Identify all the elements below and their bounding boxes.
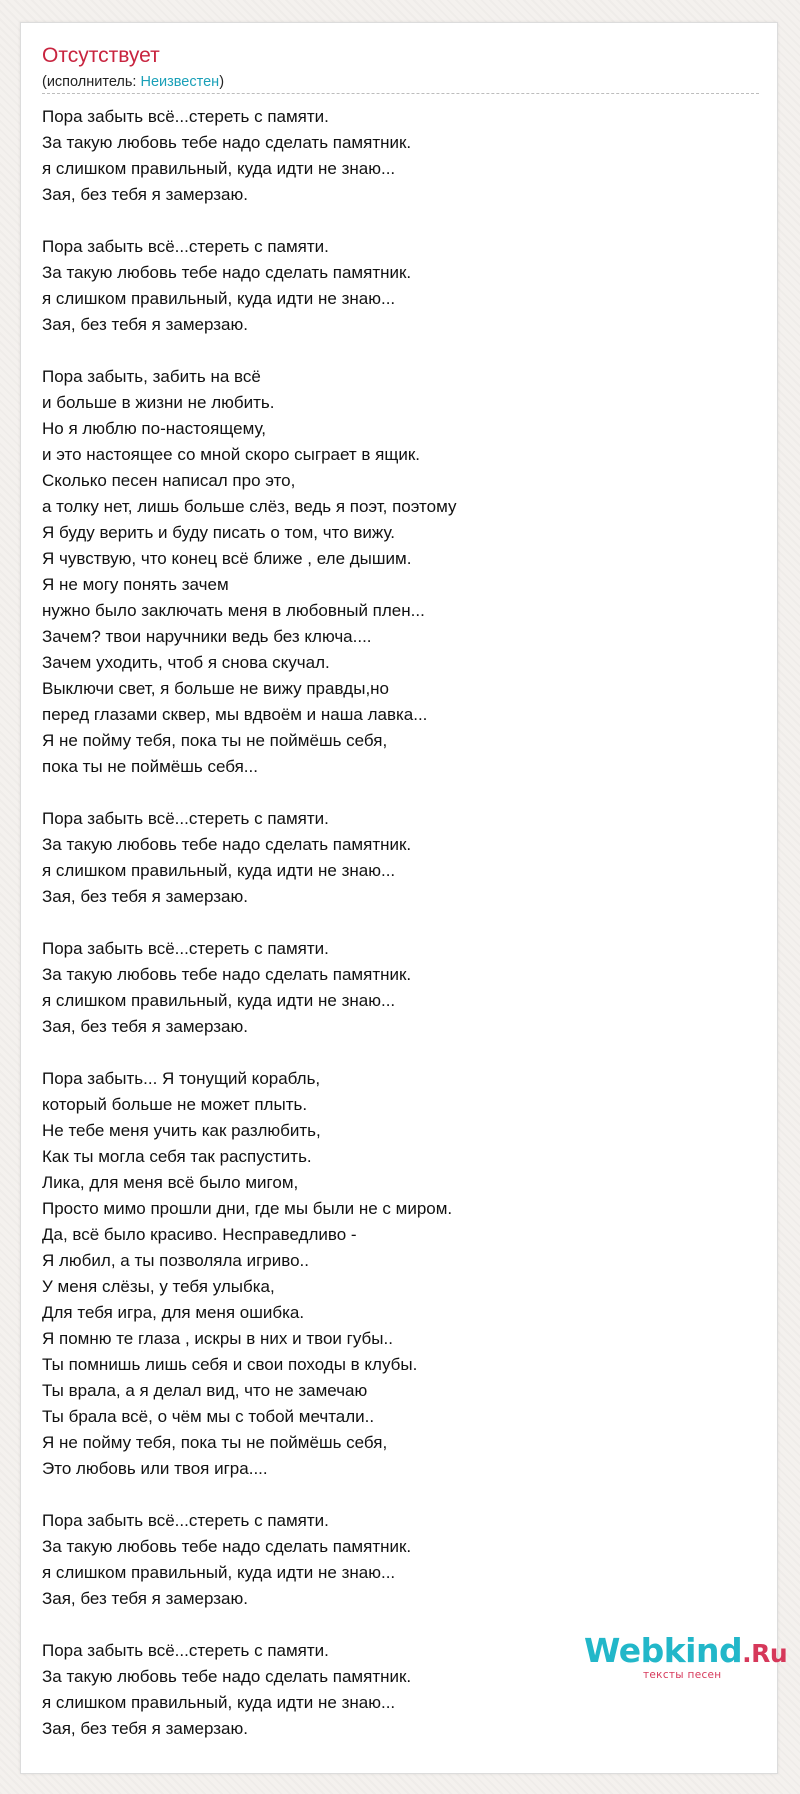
artist-line xyxy=(42,73,224,91)
lyrics-card xyxy=(20,22,788,1774)
lyric-line: Зачем уходить, чтоб я снова скучал. xyxy=(42,653,330,672)
lyric-line: Я буду верить и буду писать о том, что вижу. xyxy=(42,523,395,542)
lyric-line: Я не могу понять зачем xyxy=(42,575,229,594)
lyric-line: нужно было заключать меня в любовный плен... xyxy=(42,601,425,620)
lyric-line: Зая, без тебя я замерзаю. xyxy=(42,1017,248,1036)
lyric-line: я слишком правильный, куда идти не знаю... xyxy=(42,1693,396,1712)
lyric-line: я слишком правильный, куда идти не знаю... xyxy=(42,289,396,308)
lyric-line: Зая, без тебя я замерзаю. xyxy=(42,185,248,204)
lyric-line: У меня слёзы, у тебя улыбка, xyxy=(42,1277,275,1296)
lyric-line: За такую любовь тебе надо сделать памятник. xyxy=(42,263,412,282)
header-divider xyxy=(42,93,759,94)
lyric-line: Пора забыть всё...стереть с памяти. xyxy=(42,809,329,828)
lyric-line: я слишком правильный, куда идти не знаю... xyxy=(42,159,396,178)
lyric-line: Зачем? твои наручники ведь без ключа.... xyxy=(42,627,372,646)
lyric-line: За такую любовь тебе надо сделать памятник. xyxy=(42,1667,412,1686)
stanza-gap xyxy=(42,780,456,806)
artist-prefix: (исполнитель: xyxy=(42,74,141,90)
lyric-line: который больше не может плыть. xyxy=(42,1095,308,1114)
stanza-gap xyxy=(42,338,456,364)
lyric-line: а толку нет, лишь больше слёз, ведь я поэт, поэтому xyxy=(42,497,457,516)
lyrics-text xyxy=(42,104,456,1742)
lyric-line: Зая, без тебя я замерзаю. xyxy=(42,315,248,334)
lyric-line: За такую любовь тебе надо сделать памятник. xyxy=(42,965,412,984)
artist-suffix: ) xyxy=(219,74,225,90)
lyric-line: Зая, без тебя я замерзаю. xyxy=(42,887,248,906)
stanza-gap xyxy=(42,1040,456,1066)
lyric-line: Зая, без тебя я замерзаю. xyxy=(42,1589,248,1608)
artist-link[interactable]: Неизвестен xyxy=(140,74,220,90)
logo-word: Webkind xyxy=(584,1631,743,1670)
stanza-gap xyxy=(42,208,456,234)
lyric-line: Пора забыть всё...стереть с памяти. xyxy=(42,1511,329,1530)
lyric-line: Я любил, а ты позволяла игриво.. xyxy=(42,1251,309,1270)
lyric-line: Пора забыть всё...стереть с памяти. xyxy=(42,939,329,958)
lyric-line: Ты врала, а я делал вид, что не замечаю xyxy=(42,1381,368,1400)
lyric-line: я слишком правильный, куда идти не знаю... xyxy=(42,991,396,1010)
lyric-line: Пора забыть всё...стереть с памяти. xyxy=(42,1641,329,1660)
lyric-line: и больше в жизни не любить. xyxy=(42,393,275,412)
stanza-gap xyxy=(42,1482,456,1508)
stanza-gap xyxy=(42,1612,456,1638)
lyric-line: Для тебя игра, для меня ошибка. xyxy=(42,1303,305,1322)
lyric-line: За такую любовь тебе надо сделать памятник. xyxy=(42,133,412,152)
lyric-line: Как ты могла себя так распустить. xyxy=(42,1147,312,1166)
lyric-line: Я не пойму тебя, пока ты не поймёшь себя, xyxy=(42,1433,388,1452)
lyric-line: Сколько песен написал про это, xyxy=(42,471,296,490)
lyric-line: Я не пойму тебя, пока ты не поймёшь себя, xyxy=(42,731,388,750)
lyric-line: За такую любовь тебе надо сделать памятник. xyxy=(42,1537,412,1556)
song-title: Отсутствует xyxy=(42,44,160,67)
logo-wordmark xyxy=(584,1631,787,1674)
lyric-line: Не тебе меня учить как разлюбить, xyxy=(42,1121,321,1140)
lyric-line: Да, всё было красиво. Несправедливо - xyxy=(42,1225,357,1244)
lyric-line: Я чувствую, что конец всё ближе , еле дышим. xyxy=(42,549,412,568)
lyric-line: Я помню те глаза , искры в них и твои губы.. xyxy=(42,1329,393,1348)
lyric-line: Ты брала всё, о чём мы с тобой мечтали.. xyxy=(42,1407,375,1426)
lyric-line: Это любовь или твоя игра.... xyxy=(42,1459,268,1478)
lyric-line: Лика, для меня всё было мигом, xyxy=(42,1173,299,1192)
stanza-gap xyxy=(42,910,456,936)
lyric-line: Пора забыть... Я тонущий корабль, xyxy=(42,1069,321,1088)
lyric-line: Пора забыть всё...стереть с памяти. xyxy=(42,237,329,256)
lyric-line: Просто мимо прошли дни, где мы были не с миром. xyxy=(42,1199,453,1218)
lyric-line: Выключи свет, я больше не вижу правды,но xyxy=(42,679,390,698)
lyric-line: Пора забыть всё...стереть с памяти. xyxy=(42,107,329,126)
lyric-line: перед глазами сквер, мы вдвоём и наша лавка... xyxy=(42,705,428,724)
lyric-line: Пора забыть, забить на всё xyxy=(42,367,261,386)
lyric-line: Но я люблю по-настоящему, xyxy=(42,419,266,438)
webkind-logo[interactable] xyxy=(584,1631,788,1691)
logo-tagline: тексты песен xyxy=(643,1669,722,1681)
lyric-line: пока ты не поймёшь себя... xyxy=(42,757,258,776)
lyric-line: Зая, без тебя я замерзаю. xyxy=(42,1719,248,1738)
lyric-line: и это настоящее со мной скоро сыграет в ящик. xyxy=(42,445,420,464)
lyric-line: Ты помнишь лишь себя и свои походы в клубы. xyxy=(42,1355,418,1374)
lyric-line: я слишком правильный, куда идти не знаю... xyxy=(42,861,396,880)
lyric-line: За такую любовь тебе надо сделать памятник. xyxy=(42,835,412,854)
lyric-line: я слишком правильный, куда идти не знаю... xyxy=(42,1563,396,1582)
logo-suffix: .Ru xyxy=(742,1639,788,1668)
